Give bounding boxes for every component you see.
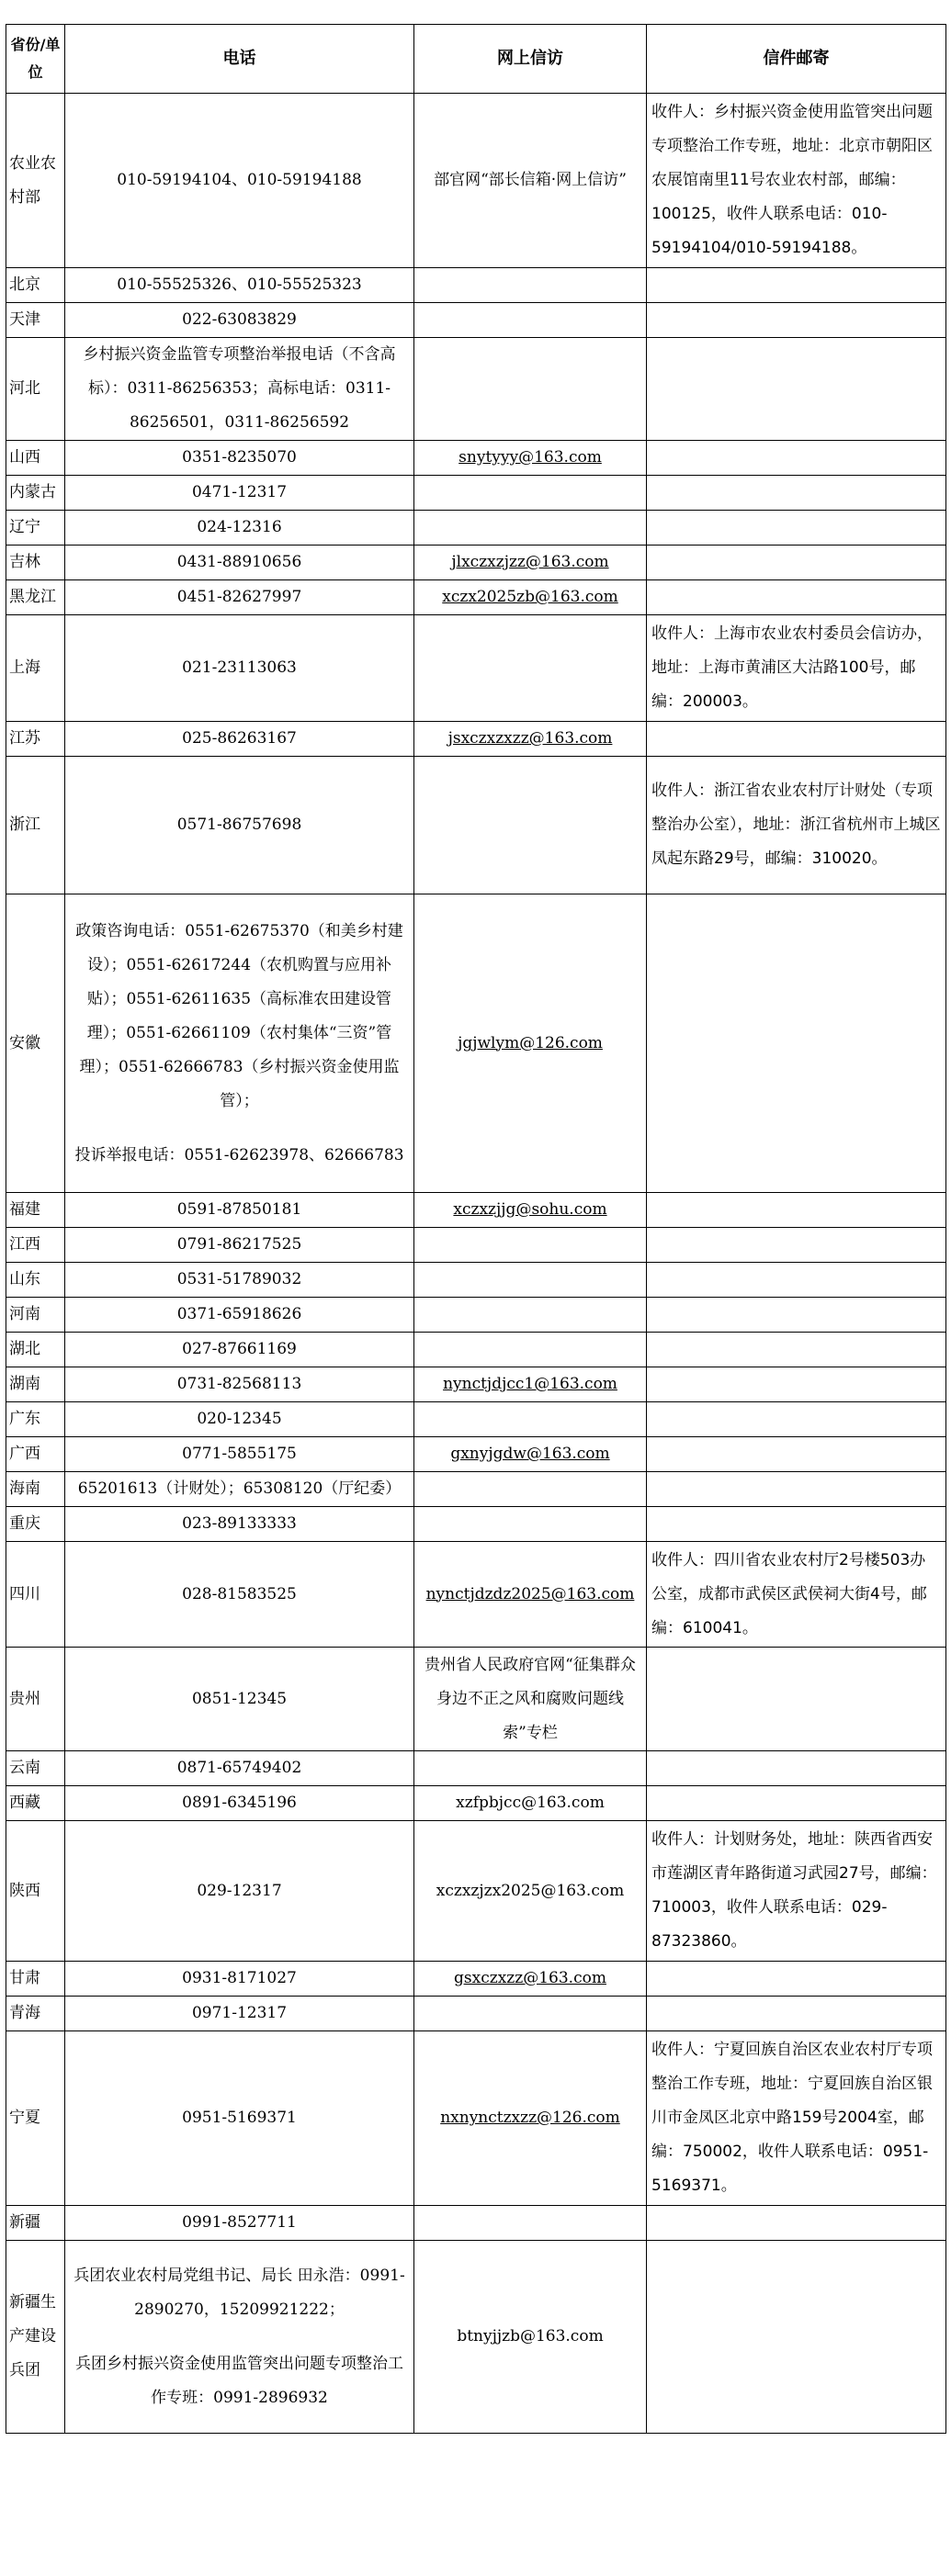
email-link[interactable]: jsxczxzxzz@163.com (447, 729, 613, 748)
table-row (6, 1333, 946, 1367)
online-cell (414, 722, 647, 757)
table-row (6, 722, 946, 757)
table-row (6, 1507, 946, 1542)
email-link[interactable]: jlxczxzjzz@163.com (451, 553, 609, 571)
online-cell (414, 1193, 647, 1228)
province-cell: 山东 (6, 1263, 65, 1298)
province-cell: 浙江 (6, 757, 65, 894)
mail-cell (647, 476, 946, 511)
mail-cell (647, 2206, 946, 2241)
table-row (6, 1821, 946, 1962)
email-link[interactable]: snytyyy@163.com (459, 448, 602, 467)
phone-text: 0571-86757698 (176, 816, 302, 834)
phone-cell (65, 1263, 414, 1298)
phone-cell (65, 511, 414, 546)
mail-cell (647, 1193, 946, 1228)
phone-text: 020-12345 (197, 1410, 282, 1428)
online-text: 部官网“部长信箱·网上信访” (434, 171, 627, 189)
mail-cell (647, 1507, 946, 1542)
table-row (6, 757, 946, 894)
table-row (6, 2241, 946, 2434)
phone-cell (65, 268, 414, 303)
phone-cell (65, 1786, 414, 1821)
phone-cell (65, 615, 414, 722)
mail-cell (647, 303, 946, 338)
phone-cell (65, 1437, 414, 1472)
province-cell: 四川 (6, 1542, 65, 1648)
table-row (6, 2206, 946, 2241)
online-cell (414, 580, 647, 615)
phone-cell (65, 1193, 414, 1228)
phone-cell (65, 580, 414, 615)
online-text: 贵州省人民政府官网“征集群众身边不正之风和腐败问题线索”专栏 (425, 1655, 636, 1742)
table-row (6, 1193, 946, 1228)
online-cell (414, 2031, 647, 2206)
phone-text: 027-87661169 (182, 1340, 297, 1358)
online-cell (414, 1437, 647, 1472)
mail-cell: 收件人：上海市农业农村委员会信访办，地址：上海市黄浦区大沽路100号，邮编：200003。 (647, 615, 946, 722)
online-cell (414, 1472, 647, 1507)
email-link[interactable]: gsxczxzz@163.com (454, 1969, 606, 1987)
online-cell (414, 2241, 647, 2434)
mail-cell (647, 511, 946, 546)
province-cell: 江苏 (6, 722, 65, 757)
mail-cell (647, 722, 946, 757)
phone-text: 0971-12317 (191, 2004, 288, 2022)
table-body (6, 94, 946, 2434)
phone-cell (65, 1648, 414, 1751)
online-cell (414, 1333, 647, 1367)
phone-text: 023-89133333 (182, 1514, 297, 1533)
phone-cell (65, 1751, 414, 1786)
phone-cell (65, 1228, 414, 1263)
email-link[interactable]: nynctjdzdz2025@163.com (425, 1584, 635, 1603)
province-cell: 甘肃 (6, 1962, 65, 1997)
mail-cell (647, 1997, 946, 2031)
phone-text: 0891-6345196 (182, 1794, 297, 1812)
phone-cell (65, 1367, 414, 1402)
province-cell: 青海 (6, 1997, 65, 2031)
phone-text: 0531-51789032 (176, 1270, 302, 1288)
province-cell: 新疆生产建设兵团 (6, 2241, 65, 2434)
table-row (6, 580, 946, 615)
phone-text: 0791-86217525 (176, 1235, 302, 1254)
mail-cell (647, 1648, 946, 1751)
table-row (6, 1402, 946, 1437)
online-cell (414, 894, 647, 1193)
header-province: 省份/单位 (6, 25, 65, 94)
phone-text: 0591-87850181 (176, 1200, 302, 1219)
province-cell: 山西 (6, 441, 65, 476)
province-cell: 新疆 (6, 2206, 65, 2241)
table-row (6, 1542, 946, 1648)
online-cell (414, 1228, 647, 1263)
email-link[interactable]: gxnyjgdw@163.com (450, 1445, 610, 1463)
email-link[interactable]: nxnynctzxzz@126.com (440, 2109, 620, 2127)
province-cell: 天津 (6, 303, 65, 338)
online-cell (414, 1751, 647, 1786)
phone-text: 022-63083829 (182, 310, 297, 329)
phone-text: 0431-88910656 (176, 553, 302, 571)
province-cell: 宁夏 (6, 2031, 65, 2206)
table-row (6, 1228, 946, 1263)
mail-cell (647, 1751, 946, 1786)
phone-cell (65, 1542, 414, 1648)
province-cell: 云南 (6, 1751, 65, 1786)
province-cell: 重庆 (6, 1507, 65, 1542)
phone-cell (65, 894, 414, 1193)
online-cell (414, 1821, 647, 1962)
table-row (6, 615, 946, 722)
phone-cell (65, 441, 414, 476)
mail-cell (647, 546, 946, 580)
table-row (6, 476, 946, 511)
phone-text: 投诉举报电话：0551-62623978、62666783 (74, 1145, 404, 1164)
table-row (6, 1472, 946, 1507)
online-cell (414, 338, 647, 441)
province-cell: 上海 (6, 615, 65, 722)
phone-cell (65, 1997, 414, 2031)
phone-text: 0991-8527711 (182, 2213, 297, 2232)
table-row (6, 268, 946, 303)
online-cell (414, 476, 647, 511)
table-row (6, 2031, 946, 2206)
phone-cell (65, 1821, 414, 1962)
phone-text: 0931-8171027 (182, 1969, 297, 1987)
phone-text: 0851-12345 (191, 1689, 288, 1708)
online-cell (414, 1367, 647, 1402)
province-cell: 江西 (6, 1228, 65, 1263)
email-link[interactable]: xczxzjjg@sohu.com (453, 1200, 607, 1219)
province-cell: 广西 (6, 1437, 65, 1472)
online-cell (414, 94, 647, 268)
table-row (6, 1437, 946, 1472)
table-row (6, 1997, 946, 2031)
province-cell: 吉林 (6, 546, 65, 580)
phone-text: 0951-5169371 (182, 2109, 297, 2127)
table-row (6, 511, 946, 546)
table-row (6, 1962, 946, 1997)
mail-cell (647, 441, 946, 476)
mail-cell: 收件人：浙江省农业农村厅计财处（专项整治办公室），地址：浙江省杭州市上城区凤起东路29号，邮编：310020。 (647, 757, 946, 894)
table-header-row (6, 25, 946, 94)
phone-cell (65, 722, 414, 757)
province-cell: 广东 (6, 1402, 65, 1437)
phone-cell (65, 1402, 414, 1437)
province-cell: 湖北 (6, 1333, 65, 1367)
province-cell: 河北 (6, 338, 65, 441)
phone-text: 0771-5855175 (182, 1445, 297, 1463)
mail-cell (647, 1962, 946, 1997)
phone-cell (65, 546, 414, 580)
online-cell (414, 268, 647, 303)
province-cell: 陕西 (6, 1821, 65, 1962)
phone-text: 010-55525326、010-55525323 (117, 276, 362, 294)
phone-text: 025-86263167 (182, 729, 297, 748)
phone-cell (65, 303, 414, 338)
online-cell (414, 1962, 647, 1997)
table-row (6, 1751, 946, 1786)
province-cell: 北京 (6, 268, 65, 303)
province-cell: 海南 (6, 1472, 65, 1507)
province-cell: 西藏 (6, 1786, 65, 1821)
phone-cell (65, 338, 414, 441)
mail-cell (647, 1786, 946, 1821)
phone-text: 029-12317 (197, 1881, 282, 1900)
phone-text: 010-59194104、010-59194188 (117, 171, 362, 189)
mail-cell (647, 580, 946, 615)
table-row (6, 1263, 946, 1298)
mail-cell: 收件人：计划财务处，地址：陕西省西安市莲湖区青年路街道习武园27号，邮编：710003，收件人联系电话：029-87323860。 (647, 1821, 946, 1962)
email-link[interactable]: nynctjdjcc1@163.com (443, 1375, 617, 1393)
phone-text: 024-12316 (197, 518, 282, 536)
phone-cell (65, 1333, 414, 1367)
phone-text: 0871-65749402 (176, 1759, 302, 1777)
email-link[interactable]: jgjwlym@126.com (458, 1033, 603, 1052)
online-cell (414, 303, 647, 338)
phone-cell (65, 94, 414, 268)
table-row (6, 1298, 946, 1333)
online-cell (414, 1786, 647, 1821)
contact-table (6, 24, 946, 2434)
phone-text: 兵团乡村振兴资金使用监管突出问题专项整治工作专班：0991-2896932 (75, 2354, 403, 2407)
province-cell: 内蒙古 (6, 476, 65, 511)
phone-cell (65, 757, 414, 894)
table-row (6, 94, 946, 268)
mail-cell: 收件人：乡村振兴资金使用监管突出问题专项整治工作专班，地址：北京市朝阳区农展馆南里11号农业农村部，邮编：100125，收件人联系电话：010-59194104/010-59194188。 (647, 94, 946, 268)
online-cell (414, 1263, 647, 1298)
online-cell (414, 1542, 647, 1648)
online-cell (414, 1402, 647, 1437)
phone-text: 028-81583525 (182, 1584, 297, 1603)
email-link[interactable]: xczx2025zb@163.com (442, 588, 618, 606)
phone-cell (65, 476, 414, 511)
province-cell: 辽宁 (6, 511, 65, 546)
mail-cell (647, 1333, 946, 1367)
mail-cell (647, 1472, 946, 1507)
phone-text: 0471-12317 (191, 483, 288, 501)
phone-text: 兵团农业农村局党组书记、局长 田永浩：0991-2890270，15209921222； (74, 2266, 405, 2319)
mail-cell (647, 1367, 946, 1402)
mail-cell (647, 1228, 946, 1263)
province-cell: 安徽 (6, 894, 65, 1193)
email-link: xczxzjzx2025@163.com (436, 1881, 625, 1900)
phone-text: 0351-8235070 (182, 448, 297, 467)
phone-text: 政策咨询电话：0551-62675370（和美乡村建设）；0551-62617244（农机购置与应用补贴）；0551-62611635（高标准农田建设管理）；0551-62661109（农村集体“三资”管理）；0551-62666783（乡村振兴资金使用监管）； (75, 921, 403, 1110)
table-row (6, 894, 946, 1193)
email-link: xzfpbjcc@163.com (456, 1794, 605, 1812)
province-cell: 福建 (6, 1193, 65, 1228)
mail-cell (647, 894, 946, 1193)
table-row (6, 1648, 946, 1751)
table-row (6, 303, 946, 338)
mail-cell (647, 1437, 946, 1472)
phone-cell (65, 2206, 414, 2241)
phone-text: 0371-65918626 (176, 1305, 302, 1323)
mail-cell (647, 268, 946, 303)
table-row (6, 1786, 946, 1821)
online-cell (414, 1298, 647, 1333)
mail-cell (647, 1402, 946, 1437)
mail-cell (647, 2241, 946, 2434)
table-row (6, 338, 946, 441)
province-cell: 农业农村部 (6, 94, 65, 268)
mail-cell: 收件人：宁夏回族自治区农业农村厅专项整治工作专班，地址：宁夏回族自治区银川市金凤区北京中路159号2004室，邮编：750002，收件人联系电话：0951-5169371。 (647, 2031, 946, 2206)
phone-cell (65, 1472, 414, 1507)
table-row (6, 1367, 946, 1402)
online-cell (414, 757, 647, 894)
mail-cell (647, 1298, 946, 1333)
online-cell (414, 1997, 647, 2031)
province-cell: 贵州 (6, 1648, 65, 1751)
online-cell (414, 441, 647, 476)
online-cell (414, 511, 647, 546)
phone-text: 0731-82568113 (176, 1375, 302, 1393)
header-phone: 电话 (65, 25, 414, 94)
phone-cell (65, 1507, 414, 1542)
header-mail: 信件邮寄 (647, 25, 946, 94)
phone-cell (65, 1298, 414, 1333)
table-row (6, 441, 946, 476)
province-cell: 黑龙江 (6, 580, 65, 615)
table-row (6, 546, 946, 580)
phone-text: 021-23113063 (182, 658, 297, 677)
online-cell (414, 1648, 647, 1751)
phone-cell (65, 1962, 414, 1997)
online-cell (414, 546, 647, 580)
phone-cell (65, 2241, 414, 2434)
mail-cell (647, 338, 946, 441)
province-cell: 湖南 (6, 1367, 65, 1402)
phone-cell (65, 2031, 414, 2206)
email-link: btnyjjzb@163.com (457, 2327, 604, 2345)
phone-text: 65201613（计财处）；65308120（厅纪委） (77, 1479, 402, 1498)
online-cell (414, 1507, 647, 1542)
online-cell (414, 615, 647, 722)
mail-cell: 收件人：四川省农业农村厅2号楼503办公室，成都市武侯区武侯祠大街4号，邮编：610041。 (647, 1542, 946, 1648)
online-cell (414, 2206, 647, 2241)
phone-text: 乡村振兴资金监管专项整治举报电话（不含高标）：0311-86256353；高标电话：0311-86256501，0311-86256592 (83, 345, 396, 432)
province-cell: 河南 (6, 1298, 65, 1333)
mail-cell (647, 1263, 946, 1298)
phone-text: 0451-82627997 (176, 588, 302, 606)
header-online: 网上信访 (414, 25, 647, 94)
